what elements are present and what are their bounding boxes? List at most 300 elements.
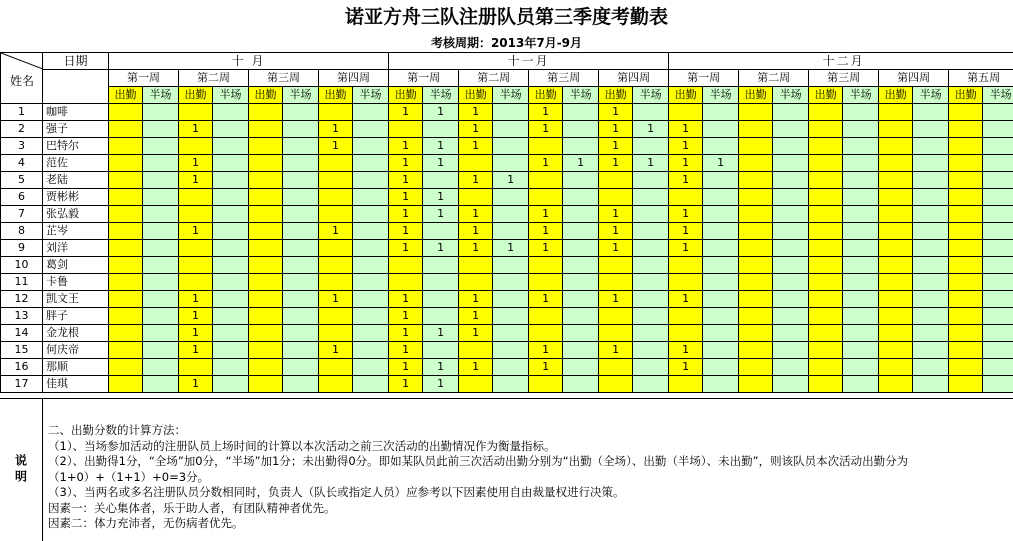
half-cell[interactable] — [143, 274, 179, 291]
half-cell[interactable] — [423, 291, 459, 308]
half-cell[interactable] — [283, 138, 319, 155]
attend-cell[interactable] — [879, 121, 913, 138]
half-cell[interactable] — [143, 189, 179, 206]
attend-cell[interactable] — [459, 342, 493, 359]
attend-cell[interactable] — [249, 308, 283, 325]
attend-cell[interactable] — [949, 138, 983, 155]
half-cell[interactable] — [703, 138, 739, 155]
attend-cell[interactable] — [809, 376, 843, 393]
attend-cell[interactable]: 1 — [389, 189, 423, 206]
half-cell[interactable] — [983, 138, 1013, 155]
half-cell[interactable] — [983, 104, 1013, 121]
half-cell[interactable] — [353, 206, 389, 223]
attend-cell[interactable] — [459, 155, 493, 172]
attend-cell[interactable] — [739, 104, 773, 121]
half-cell[interactable] — [983, 172, 1013, 189]
attend-cell[interactable] — [949, 121, 983, 138]
half-cell[interactable] — [213, 138, 249, 155]
half-cell[interactable] — [633, 274, 669, 291]
attend-cell[interactable] — [319, 359, 353, 376]
attend-cell[interactable] — [599, 172, 633, 189]
half-cell[interactable] — [843, 359, 879, 376]
half-cell[interactable] — [493, 121, 529, 138]
half-cell[interactable] — [423, 342, 459, 359]
half-cell[interactable] — [773, 121, 809, 138]
attend-cell[interactable]: 1 — [319, 342, 353, 359]
attend-cell[interactable]: 1 — [389, 138, 423, 155]
half-cell[interactable] — [283, 189, 319, 206]
half-cell[interactable] — [493, 274, 529, 291]
attend-cell[interactable] — [739, 257, 773, 274]
attend-cell[interactable] — [179, 138, 213, 155]
attend-cell[interactable]: 1 — [599, 138, 633, 155]
attend-cell[interactable]: 1 — [179, 291, 213, 308]
half-cell[interactable] — [213, 121, 249, 138]
half-cell[interactable] — [913, 325, 949, 342]
half-cell[interactable] — [913, 376, 949, 393]
attend-cell[interactable] — [249, 240, 283, 257]
half-cell[interactable] — [983, 274, 1013, 291]
attend-cell[interactable]: 1 — [459, 206, 493, 223]
attend-cell[interactable]: 1 — [669, 138, 703, 155]
attend-cell[interactable]: 1 — [599, 240, 633, 257]
attend-cell[interactable] — [949, 257, 983, 274]
attend-cell[interactable] — [669, 104, 703, 121]
attend-cell[interactable]: 1 — [529, 240, 563, 257]
half-cell[interactable] — [353, 291, 389, 308]
half-cell[interactable] — [703, 342, 739, 359]
attend-cell[interactable]: 1 — [669, 291, 703, 308]
attend-cell[interactable] — [879, 172, 913, 189]
attend-cell[interactable]: 1 — [389, 155, 423, 172]
attend-cell[interactable]: 1 — [389, 206, 423, 223]
half-cell[interactable] — [563, 308, 599, 325]
half-cell[interactable] — [143, 138, 179, 155]
attend-cell[interactable] — [739, 291, 773, 308]
half-cell[interactable] — [843, 121, 879, 138]
half-cell[interactable] — [773, 359, 809, 376]
attend-cell[interactable] — [529, 257, 563, 274]
attend-cell[interactable] — [879, 223, 913, 240]
attend-cell[interactable]: 1 — [389, 240, 423, 257]
half-cell[interactable] — [843, 308, 879, 325]
half-cell[interactable] — [283, 274, 319, 291]
half-cell[interactable] — [633, 206, 669, 223]
half-cell[interactable] — [983, 206, 1013, 223]
half-cell[interactable]: 1 — [423, 325, 459, 342]
half-cell[interactable] — [423, 121, 459, 138]
half-cell[interactable] — [493, 325, 529, 342]
half-cell[interactable] — [563, 189, 599, 206]
attend-cell[interactable] — [809, 342, 843, 359]
half-cell[interactable] — [213, 104, 249, 121]
half-cell[interactable] — [773, 291, 809, 308]
attend-cell[interactable] — [109, 138, 143, 155]
attend-cell[interactable] — [669, 189, 703, 206]
half-cell[interactable] — [773, 155, 809, 172]
attend-cell[interactable] — [739, 342, 773, 359]
attend-cell[interactable] — [739, 206, 773, 223]
half-cell[interactable] — [773, 308, 809, 325]
half-cell[interactable] — [703, 189, 739, 206]
attend-cell[interactable] — [529, 138, 563, 155]
half-cell[interactable]: 1 — [633, 155, 669, 172]
half-cell[interactable] — [633, 359, 669, 376]
half-cell[interactable] — [843, 155, 879, 172]
attend-cell[interactable] — [109, 104, 143, 121]
half-cell[interactable] — [773, 189, 809, 206]
half-cell[interactable] — [913, 342, 949, 359]
half-cell[interactable] — [143, 359, 179, 376]
attend-cell[interactable] — [249, 376, 283, 393]
half-cell[interactable] — [143, 240, 179, 257]
attend-cell[interactable] — [109, 308, 143, 325]
attend-cell[interactable] — [809, 257, 843, 274]
attend-cell[interactable] — [739, 274, 773, 291]
half-cell[interactable] — [213, 359, 249, 376]
half-cell[interactable] — [493, 104, 529, 121]
half-cell[interactable] — [913, 359, 949, 376]
half-cell[interactable] — [283, 172, 319, 189]
attend-cell[interactable]: 1 — [389, 223, 423, 240]
half-cell[interactable] — [563, 104, 599, 121]
attend-cell[interactable] — [879, 257, 913, 274]
half-cell[interactable] — [353, 240, 389, 257]
attend-cell[interactable] — [739, 325, 773, 342]
half-cell[interactable] — [773, 172, 809, 189]
attend-cell[interactable] — [179, 206, 213, 223]
half-cell[interactable] — [213, 240, 249, 257]
half-cell[interactable] — [493, 189, 529, 206]
attend-cell[interactable]: 1 — [599, 223, 633, 240]
half-cell[interactable] — [493, 308, 529, 325]
half-cell[interactable] — [563, 172, 599, 189]
attend-cell[interactable] — [949, 240, 983, 257]
attend-cell[interactable] — [109, 359, 143, 376]
attend-cell[interactable] — [809, 240, 843, 257]
attend-cell[interactable] — [319, 206, 353, 223]
attend-cell[interactable] — [599, 308, 633, 325]
attend-cell[interactable] — [529, 172, 563, 189]
attend-cell[interactable] — [179, 240, 213, 257]
half-cell[interactable] — [633, 325, 669, 342]
half-cell[interactable] — [773, 104, 809, 121]
half-cell[interactable] — [353, 325, 389, 342]
half-cell[interactable] — [283, 223, 319, 240]
attend-cell[interactable] — [109, 257, 143, 274]
attend-cell[interactable] — [669, 274, 703, 291]
half-cell[interactable] — [423, 223, 459, 240]
half-cell[interactable] — [213, 206, 249, 223]
half-cell[interactable] — [913, 104, 949, 121]
half-cell[interactable] — [773, 138, 809, 155]
half-cell[interactable] — [143, 257, 179, 274]
half-cell[interactable] — [563, 240, 599, 257]
half-cell[interactable] — [213, 155, 249, 172]
half-cell[interactable] — [983, 325, 1013, 342]
attend-cell[interactable]: 1 — [389, 376, 423, 393]
half-cell[interactable] — [843, 104, 879, 121]
half-cell[interactable] — [563, 291, 599, 308]
half-cell[interactable] — [633, 104, 669, 121]
half-cell[interactable] — [773, 376, 809, 393]
attend-cell[interactable]: 1 — [669, 240, 703, 257]
attend-cell[interactable] — [879, 274, 913, 291]
attend-cell[interactable] — [319, 104, 353, 121]
attend-cell[interactable] — [599, 257, 633, 274]
half-cell[interactable] — [283, 240, 319, 257]
half-cell[interactable] — [633, 308, 669, 325]
half-cell[interactable] — [493, 376, 529, 393]
half-cell[interactable] — [353, 376, 389, 393]
attend-cell[interactable] — [109, 172, 143, 189]
half-cell[interactable] — [213, 223, 249, 240]
half-cell[interactable]: 1 — [423, 189, 459, 206]
half-cell[interactable] — [633, 291, 669, 308]
half-cell[interactable] — [913, 155, 949, 172]
half-cell[interactable] — [703, 274, 739, 291]
attend-cell[interactable]: 1 — [599, 342, 633, 359]
attend-cell[interactable] — [809, 291, 843, 308]
attend-cell[interactable] — [389, 257, 423, 274]
attend-cell[interactable]: 1 — [529, 155, 563, 172]
half-cell[interactable] — [353, 172, 389, 189]
attend-cell[interactable] — [109, 240, 143, 257]
attend-cell[interactable] — [879, 342, 913, 359]
half-cell[interactable] — [983, 240, 1013, 257]
half-cell[interactable] — [283, 257, 319, 274]
attend-cell[interactable]: 1 — [529, 223, 563, 240]
half-cell[interactable] — [493, 223, 529, 240]
half-cell[interactable] — [283, 342, 319, 359]
attend-cell[interactable]: 1 — [669, 223, 703, 240]
half-cell[interactable]: 1 — [563, 155, 599, 172]
attend-cell[interactable] — [109, 291, 143, 308]
attend-cell[interactable]: 1 — [599, 104, 633, 121]
attend-cell[interactable] — [809, 172, 843, 189]
attend-cell[interactable] — [809, 308, 843, 325]
attend-cell[interactable] — [319, 189, 353, 206]
half-cell[interactable] — [843, 342, 879, 359]
attend-cell[interactable] — [879, 325, 913, 342]
attend-cell[interactable] — [249, 189, 283, 206]
attend-cell[interactable] — [809, 155, 843, 172]
attend-cell[interactable]: 1 — [529, 121, 563, 138]
half-cell[interactable] — [493, 342, 529, 359]
attend-cell[interactable] — [809, 104, 843, 121]
attend-cell[interactable] — [739, 172, 773, 189]
half-cell[interactable] — [703, 223, 739, 240]
half-cell[interactable] — [563, 359, 599, 376]
half-cell[interactable] — [913, 121, 949, 138]
half-cell[interactable] — [983, 342, 1013, 359]
attend-cell[interactable] — [599, 274, 633, 291]
half-cell[interactable] — [843, 223, 879, 240]
half-cell[interactable] — [353, 121, 389, 138]
half-cell[interactable] — [633, 342, 669, 359]
half-cell[interactable] — [633, 223, 669, 240]
half-cell[interactable] — [913, 172, 949, 189]
attend-cell[interactable] — [739, 359, 773, 376]
half-cell[interactable] — [913, 138, 949, 155]
attend-cell[interactable] — [319, 240, 353, 257]
half-cell[interactable] — [983, 308, 1013, 325]
attend-cell[interactable] — [949, 291, 983, 308]
attend-cell[interactable]: 1 — [459, 308, 493, 325]
attend-cell[interactable] — [739, 308, 773, 325]
attend-cell[interactable] — [949, 189, 983, 206]
half-cell[interactable] — [563, 376, 599, 393]
half-cell[interactable] — [563, 325, 599, 342]
half-cell[interactable] — [143, 206, 179, 223]
half-cell[interactable]: 1 — [423, 376, 459, 393]
attend-cell[interactable] — [949, 274, 983, 291]
attend-cell[interactable]: 1 — [599, 155, 633, 172]
attend-cell[interactable] — [109, 325, 143, 342]
attend-cell[interactable]: 1 — [389, 308, 423, 325]
attend-cell[interactable] — [669, 308, 703, 325]
attend-cell[interactable]: 1 — [459, 359, 493, 376]
half-cell[interactable] — [143, 172, 179, 189]
attend-cell[interactable] — [879, 291, 913, 308]
attend-cell[interactable] — [319, 325, 353, 342]
half-cell[interactable] — [913, 206, 949, 223]
half-cell[interactable]: 1 — [423, 206, 459, 223]
attend-cell[interactable] — [319, 308, 353, 325]
half-cell[interactable] — [703, 172, 739, 189]
attend-cell[interactable] — [109, 189, 143, 206]
attend-cell[interactable] — [949, 172, 983, 189]
half-cell[interactable] — [843, 189, 879, 206]
attend-cell[interactable] — [809, 325, 843, 342]
attend-cell[interactable] — [319, 274, 353, 291]
half-cell[interactable] — [843, 291, 879, 308]
half-cell[interactable] — [353, 138, 389, 155]
attend-cell[interactable]: 1 — [459, 138, 493, 155]
attend-cell[interactable] — [319, 172, 353, 189]
attend-cell[interactable] — [529, 325, 563, 342]
half-cell[interactable] — [843, 274, 879, 291]
half-cell[interactable] — [563, 342, 599, 359]
attend-cell[interactable] — [529, 274, 563, 291]
attend-cell[interactable] — [879, 240, 913, 257]
half-cell[interactable] — [983, 376, 1013, 393]
half-cell[interactable] — [493, 359, 529, 376]
attend-cell[interactable] — [389, 274, 423, 291]
attend-cell[interactable]: 1 — [389, 291, 423, 308]
half-cell[interactable] — [563, 257, 599, 274]
attend-cell[interactable] — [109, 121, 143, 138]
attend-cell[interactable]: 1 — [669, 121, 703, 138]
half-cell[interactable] — [843, 138, 879, 155]
attend-cell[interactable] — [179, 274, 213, 291]
attend-cell[interactable]: 1 — [389, 104, 423, 121]
attend-cell[interactable]: 1 — [529, 342, 563, 359]
attend-cell[interactable] — [109, 342, 143, 359]
attend-cell[interactable]: 1 — [459, 121, 493, 138]
attend-cell[interactable] — [249, 342, 283, 359]
half-cell[interactable] — [283, 121, 319, 138]
attend-cell[interactable]: 1 — [529, 104, 563, 121]
half-cell[interactable] — [213, 308, 249, 325]
half-cell[interactable] — [353, 257, 389, 274]
attend-cell[interactable] — [809, 274, 843, 291]
attend-cell[interactable] — [739, 121, 773, 138]
half-cell[interactable] — [353, 155, 389, 172]
half-cell[interactable] — [773, 274, 809, 291]
attend-cell[interactable] — [179, 257, 213, 274]
attend-cell[interactable] — [809, 359, 843, 376]
half-cell[interactable] — [143, 121, 179, 138]
half-cell[interactable] — [353, 223, 389, 240]
half-cell[interactable]: 1 — [493, 172, 529, 189]
attend-cell[interactable] — [809, 206, 843, 223]
half-cell[interactable] — [983, 359, 1013, 376]
half-cell[interactable] — [843, 172, 879, 189]
half-cell[interactable] — [703, 291, 739, 308]
half-cell[interactable] — [143, 308, 179, 325]
attend-cell[interactable] — [249, 138, 283, 155]
attend-cell[interactable] — [109, 206, 143, 223]
attend-cell[interactable]: 1 — [179, 308, 213, 325]
half-cell[interactable] — [353, 342, 389, 359]
attend-cell[interactable]: 1 — [319, 121, 353, 138]
half-cell[interactable] — [563, 121, 599, 138]
half-cell[interactable] — [773, 342, 809, 359]
half-cell[interactable] — [493, 206, 529, 223]
attend-cell[interactable] — [179, 189, 213, 206]
half-cell[interactable] — [703, 240, 739, 257]
attend-cell[interactable] — [739, 223, 773, 240]
half-cell[interactable] — [703, 104, 739, 121]
half-cell[interactable] — [423, 274, 459, 291]
half-cell[interactable] — [633, 138, 669, 155]
half-cell[interactable] — [633, 189, 669, 206]
attend-cell[interactable] — [949, 376, 983, 393]
half-cell[interactable] — [983, 257, 1013, 274]
half-cell[interactable] — [773, 325, 809, 342]
half-cell[interactable] — [353, 308, 389, 325]
half-cell[interactable] — [773, 206, 809, 223]
attend-cell[interactable] — [249, 291, 283, 308]
attend-cell[interactable]: 1 — [669, 172, 703, 189]
attend-cell[interactable]: 1 — [459, 325, 493, 342]
half-cell[interactable] — [703, 121, 739, 138]
half-cell[interactable] — [843, 376, 879, 393]
half-cell[interactable] — [703, 376, 739, 393]
attend-cell[interactable] — [879, 376, 913, 393]
half-cell[interactable] — [843, 240, 879, 257]
half-cell[interactable] — [213, 172, 249, 189]
attend-cell[interactable] — [249, 257, 283, 274]
attend-cell[interactable] — [249, 172, 283, 189]
attend-cell[interactable] — [669, 257, 703, 274]
attend-cell[interactable] — [739, 138, 773, 155]
half-cell[interactable] — [423, 257, 459, 274]
attend-cell[interactable]: 1 — [319, 291, 353, 308]
half-cell[interactable] — [213, 274, 249, 291]
half-cell[interactable] — [703, 257, 739, 274]
attend-cell[interactable]: 1 — [389, 325, 423, 342]
attend-cell[interactable] — [459, 376, 493, 393]
attend-cell[interactable] — [879, 206, 913, 223]
half-cell[interactable] — [633, 257, 669, 274]
attend-cell[interactable]: 1 — [599, 206, 633, 223]
half-cell[interactable] — [983, 155, 1013, 172]
half-cell[interactable] — [143, 291, 179, 308]
attend-cell[interactable]: 1 — [389, 359, 423, 376]
half-cell[interactable] — [633, 376, 669, 393]
